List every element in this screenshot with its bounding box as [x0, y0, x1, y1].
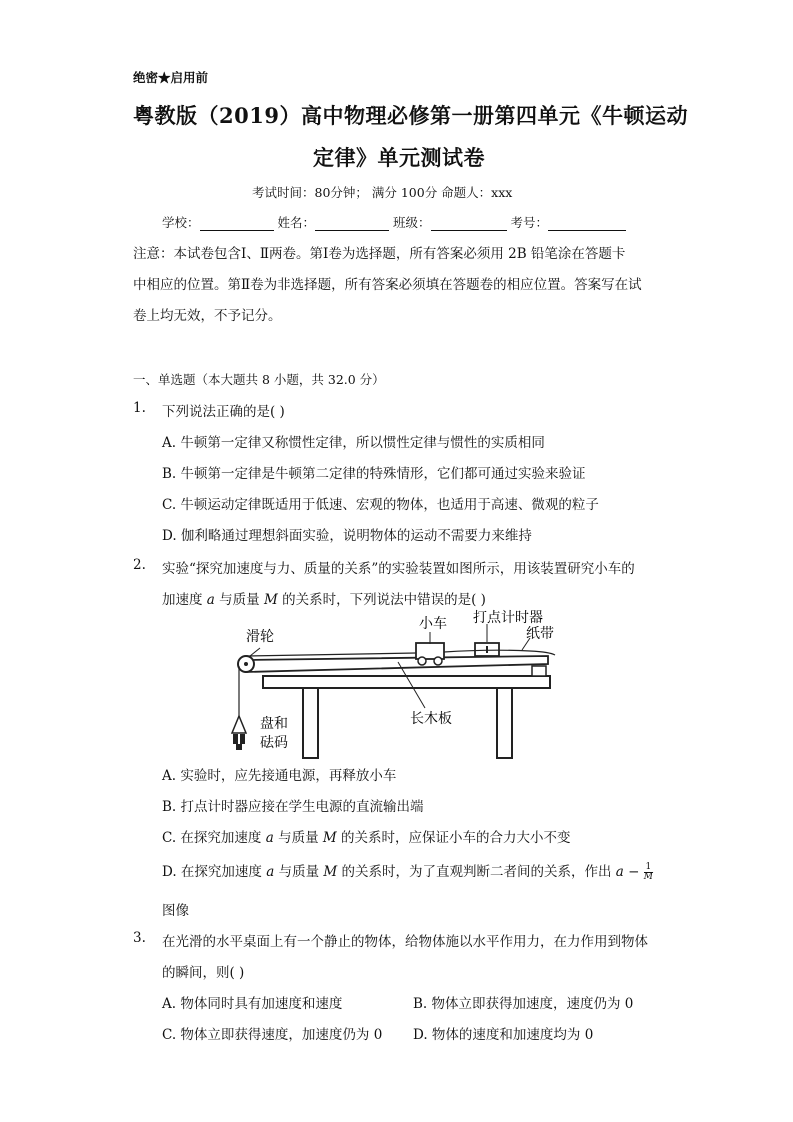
- board-support-block: [532, 666, 546, 676]
- number-label: 考号：: [510, 215, 549, 230]
- school-label: 学校：: [162, 215, 200, 230]
- section-heading: 一、单选题（本大题共 8 小题，共 32.0 分）: [133, 372, 385, 387]
- secret-label: 绝密★启用前: [133, 70, 209, 85]
- exam-info: 考试时间：80分钟； 满分 100分 命题人：xxx: [252, 185, 513, 200]
- number-field[interactable]: [548, 216, 626, 231]
- fraction-1-over-m: $\frac{1}{M}$: [643, 862, 653, 882]
- question-2-stem-line1: 实验“探究加速度与力、质量的关系”的实验装置如图所示，用该装置研究小车的: [162, 561, 635, 577]
- page-title-line1: 粤教版（2019）高中物理必修第一册第四单元《牛顿运动: [133, 103, 688, 128]
- school-field[interactable]: [200, 216, 274, 231]
- notice-line-1: 注意：本试卷包含Ⅰ、Ⅱ两卷。第Ⅰ卷为选择题，所有答案必须用 2B 铅笔涂在答题卡: [133, 246, 626, 262]
- question-2-option-d-tail: 图像: [162, 903, 189, 919]
- cart: [416, 643, 444, 659]
- name-field[interactable]: [315, 216, 389, 231]
- table-top: [263, 676, 550, 688]
- notice-line-2: 中相应的位置。第Ⅱ卷为非选择题，所有答案必须填在答题卷的相应位置。答案写在试: [133, 277, 642, 293]
- question-3-option-d[interactable]: D. 物体的速度和加速度均为 0: [413, 1027, 594, 1043]
- question-3-option-a[interactable]: A. 物体同时具有加速度和速度: [162, 996, 343, 1012]
- experiment-apparatus-figure: [230, 608, 560, 760]
- label-tape: 纸带: [526, 626, 554, 642]
- label-weight-2: 砝码: [260, 735, 288, 751]
- page-title-line2: 定律》单元测试卷: [313, 145, 485, 170]
- table-leg-left: [303, 688, 318, 758]
- question-2-stem-line2: 加速度 a 与质量 M 的关系时，下列说法中错误的是( ): [162, 592, 486, 608]
- question-1-number: 1.: [133, 400, 146, 416]
- notice-line-3: 卷上均无效，不予记分。: [133, 308, 282, 324]
- question-3-stem-line2: 的瞬间，则( ): [162, 965, 245, 981]
- question-2-option-b[interactable]: B. 打点计时器应接在学生电源的直流输出端: [162, 799, 424, 815]
- question-2-option-a[interactable]: A. 实验时，应先接通电源，再释放小车: [162, 768, 397, 784]
- question-2-option-d[interactable]: D. 在探究加速度 a 与质量 M 的关系时，为了直观判断二者间的关系，作出 a − $\frac{1}{M}$: [162, 862, 653, 882]
- question-3-number: 3.: [133, 930, 146, 946]
- question-1-option-d[interactable]: D. 伽利略通过理想斜面实验，说明物体的运动不需要力来维持: [162, 528, 532, 544]
- label-timer: 打点计时器: [473, 610, 543, 626]
- question-2-option-c[interactable]: C. 在探究加速度 a 与质量 M 的关系时，应保证小车的合力大小不变: [162, 830, 571, 846]
- long-board: [246, 656, 548, 672]
- question-1-stem: 下列说法正确的是( ): [162, 404, 285, 420]
- question-3-option-c[interactable]: C. 物体立即获得速度，加速度仍为 0: [162, 1027, 383, 1043]
- weight-pan: [232, 716, 246, 733]
- label-weight-1: 盘和: [260, 716, 288, 732]
- student-info-fields: [162, 213, 626, 231]
- label-board: 长木板: [410, 711, 452, 727]
- question-1-option-b[interactable]: B. 牛顿第一定律是牛顿第二定律的特殊情形，它们都可通过实验来验证: [162, 466, 586, 482]
- label-pulley: 滑轮: [246, 629, 274, 645]
- name-label: 姓名：: [277, 215, 316, 230]
- class-field[interactable]: [431, 216, 507, 231]
- question-1-option-a[interactable]: A. 牛顿第一定律又称惯性定律，所以惯性定律与惯性的实质相同: [162, 435, 545, 451]
- question-1-option-c[interactable]: C. 牛顿运动定律既适用于低速、宏观的物体，也适用于高速、微观的粒子: [162, 497, 599, 513]
- class-label: 班级：: [393, 215, 431, 230]
- label-cart: 小车: [419, 616, 447, 632]
- question-2-number: 2.: [133, 557, 146, 573]
- question-3-stem-line1: 在光滑的水平桌面上有一个静止的物体，给物体施以水平作用力，在力作用到物体: [162, 934, 648, 950]
- question-3-option-b[interactable]: B. 物体立即获得加速度，速度仍为 0: [413, 996, 634, 1012]
- table-leg-right: [497, 688, 512, 758]
